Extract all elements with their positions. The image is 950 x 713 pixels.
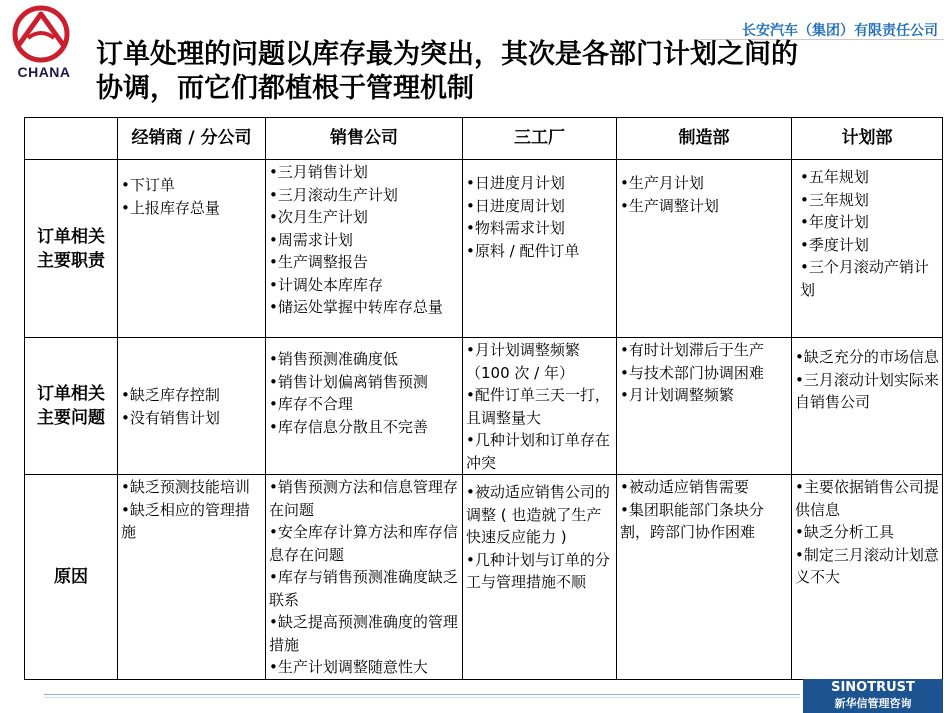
logo-text: CHANA [17,64,71,80]
table-row-problems [25,338,943,475]
list-item: •三个月滚动产销计划 [800,258,929,299]
list-item: •物料需求计划 [466,219,565,237]
list-item: •三年规划 [800,190,869,209]
list-item: •三月滚动生产计划 [269,185,398,204]
list-item: •上报库存总量 [121,198,220,217]
list-item: •三月销售计划 [269,163,368,181]
list-item: •原料 / 配件订单 [466,241,580,260]
col-header-manufacturing: 制造部 [617,118,792,160]
list-item: •有时计划滞后于生产 [620,341,764,359]
col-header-plant3: 三工厂 [463,118,617,160]
list-item: •被动适应销售需要 [620,478,749,496]
chana-logo-icon [6,4,76,64]
title-line-2: 协调，而它们都植根于管理机制 [96,73,474,104]
table-cell [792,475,943,680]
list-item: •没有销售计划 [121,408,220,427]
list-item: •次月生产计划 [269,208,368,226]
list-item: •日进度周计划 [466,196,565,215]
corner-cell [25,118,118,160]
table-cell [463,338,617,475]
list-item: •月计划调整频繁 [620,386,734,404]
list-item: •五年规划 [800,168,869,186]
list-item: •储运处掌握中转库存总量 [269,298,443,316]
page-title [96,38,936,106]
list-item: •缺乏提高预测准确度的管理措施 [269,613,458,654]
list-item: •缺乏预测技能培训 [121,478,250,496]
list-item: •周需求计划 [269,230,353,249]
list-item: •配件订单三天一打，且调整量大 [466,386,610,427]
list-item: •计调处本库库存 [269,275,383,294]
list-item: •集团职能部门条块分割，跨部门协作困难 [620,500,764,541]
chana-logo [6,4,76,78]
row-label-line1: 订单相关 [37,226,105,247]
footer-divider-secondary [44,697,800,698]
list-item: •月计划调整频繁（100 次 / 年） [466,341,580,382]
table-cell [463,160,617,338]
row-label-line1: 订单相关 [37,384,105,404]
table-cell [118,160,266,338]
table-cell [266,160,463,338]
list-item: •生产计划调整随意性大 [269,658,428,676]
row-label [25,160,118,338]
list-item: •下订单 [121,176,175,194]
row-label-line2: 主要职责 [37,250,105,271]
sinotrust-brand [803,679,943,713]
list-item: •生产调整计划 [620,196,719,215]
list-item: •季度计划 [800,235,869,254]
table-cell [792,338,943,475]
list-item: •销售预测方法和信息管理存在问题 [269,478,458,519]
list-item: •制定三月滚动计划意义不大 [795,545,939,586]
table-row-responsibilities [25,160,943,338]
list-item: •缺乏分析工具 [795,523,894,541]
list-item: •日进度月计划 [466,174,565,192]
list-item: •库存与销售预测准确度缺乏联系 [269,568,458,609]
list-item: •生产月计划 [620,174,704,192]
row-label [25,475,118,680]
footer-divider [44,694,800,695]
table-row-causes [25,475,943,680]
table-cell [463,475,617,680]
brand-cn: 新华信管理咨询 [834,697,912,710]
list-item: •被动适应销售公司的调整 ( 也造就了生产快速反应能力 ) [466,483,610,546]
table-cell [617,338,792,475]
list-item: •库存不合理 [269,395,353,413]
list-item: •年度计划 [800,213,869,231]
list-item: •生产调整报告 [269,253,368,271]
title-line-1: 订单处理的问题以库存最为突出，其次是各部门计划之间的 [96,39,798,70]
col-header-planning: 计划部 [792,118,943,160]
list-item: •安全库存计算方法和库存信息存在问题 [269,523,458,564]
row-label-line2: 主要问题 [37,408,105,428]
list-item: •与技术部门协调困难 [620,363,764,382]
col-header-sales: 销售公司 [266,118,463,160]
list-item: •缺乏相应的管理措施 [121,500,250,541]
table-cell [118,338,266,475]
table-cell [617,475,792,680]
list-item: •几种计划和订单存在冲突 [466,431,610,472]
row-label-line1: 原因 [54,567,88,587]
list-item: •销售计划偏离销售预测 [269,372,428,391]
list-item: •几种计划与订单的分工与管理措施不顺 [466,550,610,591]
table-cell [617,160,792,338]
table-cell [118,475,266,680]
order-issue-matrix [24,117,943,680]
list-item: •缺乏库存控制 [121,386,220,404]
table-cell [266,475,463,680]
brand-en: SINOTRUST [831,680,915,695]
list-item: •销售预测准确度低 [269,350,398,368]
row-label [25,338,118,475]
header-row [25,118,943,160]
list-item: •缺乏充分的市场信息 [795,348,939,366]
table-cell [792,160,943,338]
col-header-dealer: 经销商 / 分公司 [118,118,266,160]
company-name: 长安汽车（集团）有限责任公司 [742,23,938,39]
table-cell [266,338,463,475]
list-item: •库存信息分散且不完善 [269,417,428,436]
list-item: •三月滚动计划实际来自销售公司 [795,370,939,411]
list-item: •主要依据销售公司提供信息 [795,478,939,519]
